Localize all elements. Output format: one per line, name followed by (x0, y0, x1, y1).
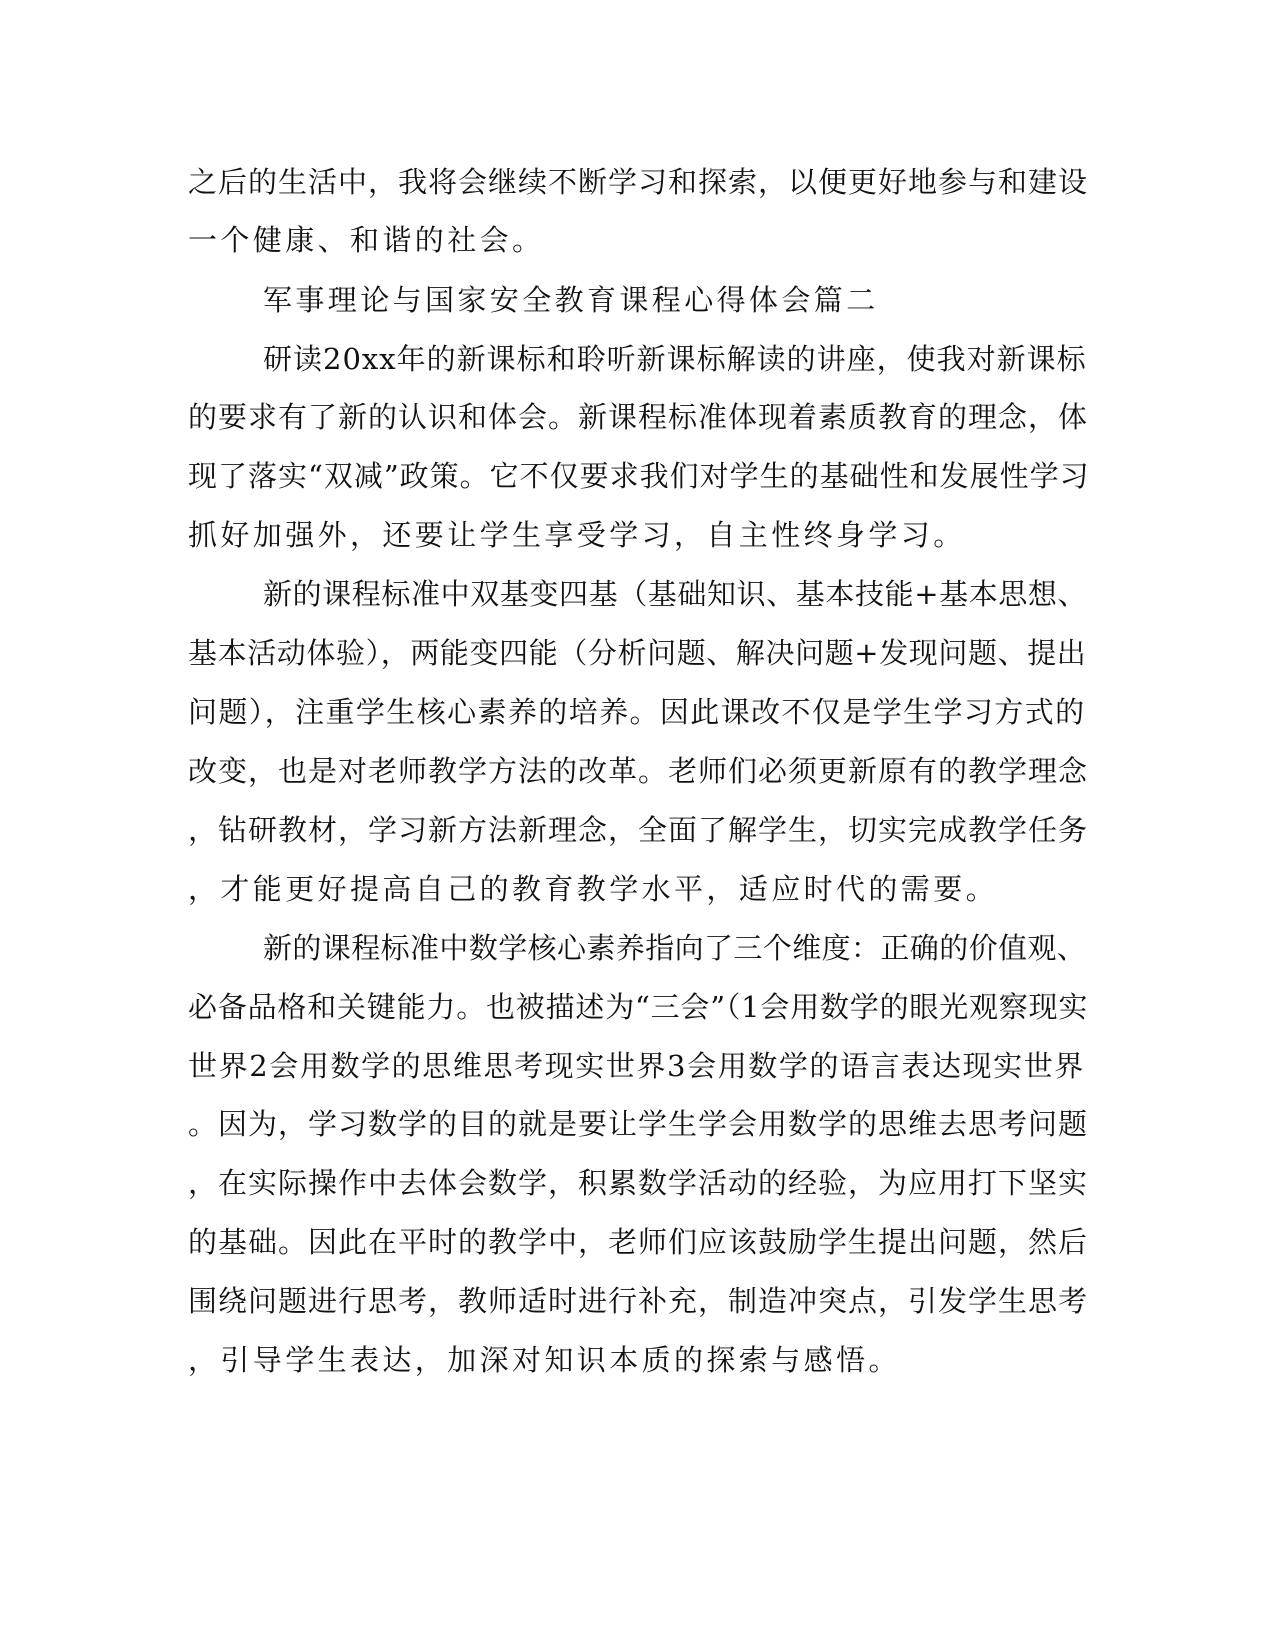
text-line: 现了落实“双减”政策。它不仅要求我们对学生的基础性和发展性学习 (188, 459, 1090, 493)
text-line: ，引导学生表达，加深对知识本质的探索与感悟。 (188, 1343, 901, 1377)
text-line: 新的课程标准中双基变四基（基础知识、基本技能+基本思想、 (263, 577, 1088, 611)
text-line: 研读20xx年的新课标和聆听新课标解读的讲座，使我对新课标 (263, 342, 1087, 376)
text-line: 世界2会用数学的思维思考现实世界3会用数学的语言表达现实世界 (188, 1049, 1085, 1083)
text-line: 必备品格和关键能力。也被描述为“三会”（1会用数学的眼光观察现实 (188, 990, 1089, 1024)
text-line: 改变，也是对老师教学方法的改革。老师们必须更新原有的教学理念 (188, 754, 1089, 788)
text-line: 。因为，学习数学的目的就是要让学生学会用数学的思维去思考问题 (188, 1107, 1089, 1141)
text-line: 围绕问题进行思考，教师适时进行补充，制造冲突点，引发学生思考 (188, 1284, 1089, 1318)
text-line: ，才能更好提高自己的教育教学水平，适应时代的需要。 (188, 872, 999, 906)
text-line: 新的课程标准中数学核心素养指向了三个维度：正确的价值观、 (263, 931, 1087, 965)
text-line: 之后的生活中，我将会继续不断学习和探索，以便更好地参与和建设 (188, 165, 1089, 199)
text-line: 的要求有了新的认识和体会。新课程标准体现着素质教育的理念，体 (188, 400, 1089, 434)
text-line: 一个健康、和谐的社会。 (188, 223, 545, 257)
section-heading: 军事理论与国家安全教育课程心得体会篇二 (263, 283, 879, 317)
text-line: 的基础。因此在平时的教学中，老师们应该鼓励学生提出问题，然后 (188, 1225, 1089, 1259)
text-line: ，在实际操作中去体会数学，积累数学活动的经验，为应用打下坚实 (188, 1166, 1089, 1200)
text-line: 抓好加强外，还要让学生享受学习，自主性终身学习。 (188, 518, 966, 552)
text-line: 问题），注重学生核心素养的培养。因此课改不仅是学生学习方式的 (188, 695, 1086, 729)
text-line: ，钻研教材，学习新方法新理念，全面了解学生，切实完成教学任务 (188, 813, 1089, 847)
text-line: 基本活动体验），两能变四能（分析问题、解决问题+发现问题、提出 (188, 636, 1087, 670)
